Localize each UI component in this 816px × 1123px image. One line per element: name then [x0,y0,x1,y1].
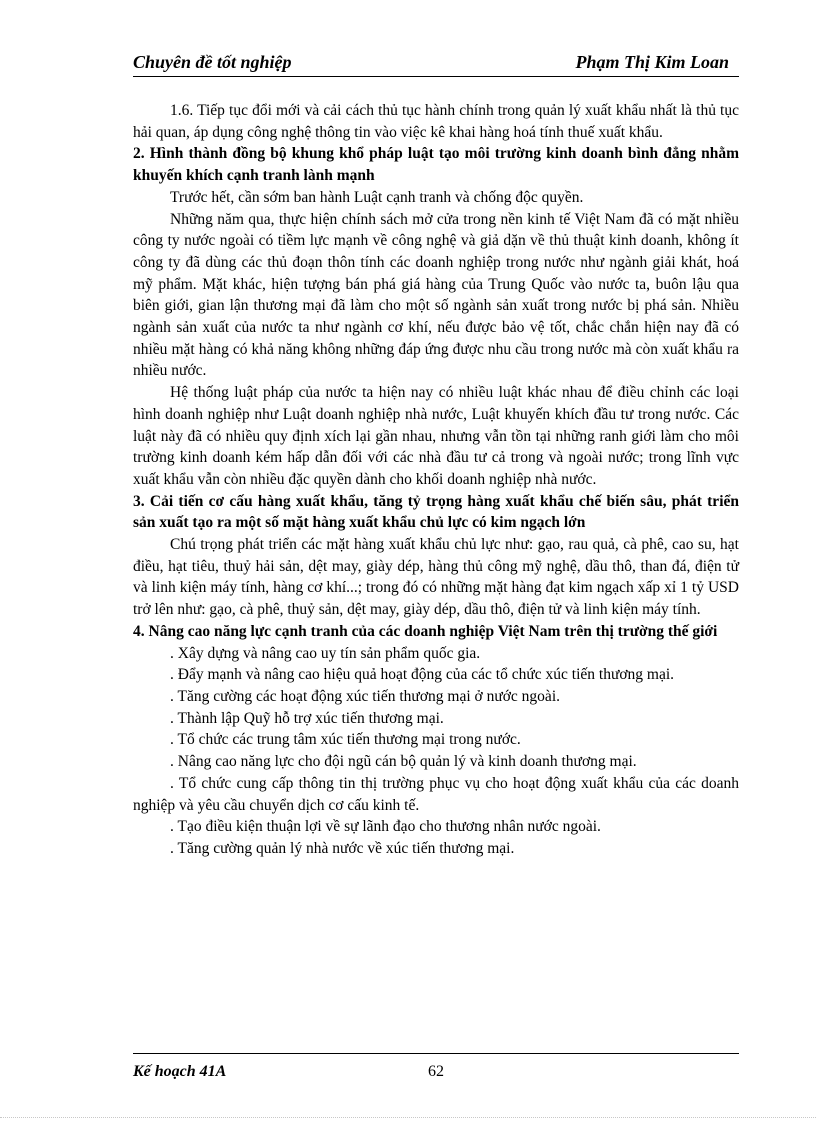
footer-label: Kế hoạch 41A [133,1063,227,1080]
header-author: Phạm Thị Kim Loan [575,52,729,72]
heading-section-4: 4. Nâng cao năng lực cạnh tranh của các doanh nghiệp Việt Nam trên thị trường thế giới [133,622,718,640]
paragraph: Chú trọng phát triển các mặt hàng xuất khẩu chủ lực như: gạo, rau quả, cà phê, cao su, hạt điều, hạt tiêu, thuỷ hải sản, dệt may, giày dép, hàng thủ công mỹ nghệ, dầu thô, than đá, điện tử và linh kiện máy tính, hàng cơ khí...; trong đó có những mặt hàng đạt kim ngạch xấp xỉ 1 tỷ USD trở lên như: gạo, cà phê, thuỷ sản, dệt may, giày dép, dầu thô, điện tử và linh kiện máy tính. [133,536,739,619]
bullet-item: . Tăng cường quản lý nhà nước về xúc tiến thương mại. [170,839,515,857]
paragraph: Trước hết, cần sớm ban hành Luật cạnh tranh và chống độc quyền. [170,188,584,206]
paragraph: Những năm qua, thực hiện chính sách mở cửa trong nền kinh tế Việt Nam đã có mặt nhiều công ty nước ngoài có tiềm lực mạnh về công nghệ và giả dặn về thủ thuật kinh doanh, không ít công ty đã dùng các thủ đoạn thôn tính các doanh nghiệp trong nước như ngành giải khát, hoá mỹ phẩm. Mặt khác, hiện tượng bán phá giá hàng của Trung Quốc vào nước ta, buôn lậu qua biên giới, gian lận thương mại đã làm cho một số ngành sản xuất trong nước bị phá sản. Nhiều ngành sản xuất của nước ta như ngành cơ khí, nếu được bảo vệ tốt, chắc chắn hiện nay đã có nhiều mặt hàng có khả năng không những đáp ứng được nhu cầu trong nước mà còn xuất khẩu ra nhiều nước. [133,210,739,380]
page-bottom-divider [0,1117,816,1118]
heading-section-2: 2. Hình thành đồng bộ khung khổ pháp luật tạo môi trường kinh doanh bình đẳng nhằm khuyến khích cạnh tranh lành mạnh [133,145,739,185]
bullet-item: . Tổ chức các trung tâm xúc tiến thương mại trong nước. [170,731,521,749]
heading-section-3: 3. Cải tiến cơ cấu hàng xuất khẩu, tăng tỷ trọng hàng xuất khẩu chế biến sâu, phát triển sản xuất tạo ra một số mặt hàng xuất khẩu chủ lực có kim ngạch lớn [133,492,739,532]
paragraph-item-1-6: 1.6. Tiếp tục đổi mới và cải cách thủ tục hành chính trong quản lý xuất khẩu nhất là thủ tục hải quan, áp dụng công nghệ thông tin vào việc kê khai hàng hoá tính thuế xuất khẩu. [133,102,739,141]
page-number: 62 [428,1063,444,1080]
header-title: Chuyên đề tốt nghiệp [133,52,292,72]
bullet-item: . Tăng cường các hoạt động xúc tiến thương mại ở nước ngoài. [170,687,560,705]
bullet-item: . Thành lập Quỹ hỗ trợ xúc tiến thương mại. [170,709,444,727]
bullet-item: . Tạo điều kiện thuận lợi về sự lãnh đạo cho thương nhân nước ngoài. [170,818,601,836]
bullet-item: . Tổ chức cung cấp thông tin thị trường phục vụ cho hoạt động xuất khẩu của các doanh nghiệp và yêu cầu chuyển dịch cơ cấu kinh tế. [133,774,739,814]
document-body [133,100,739,860]
paragraph: Hệ thống luật pháp của nước ta hiện nay có nhiều luật khác nhau để điều chỉnh các loại hình doanh nghiệp như Luật doanh nghiệp nhà nước, Luật khuyến khích đầu tư trong nước. Các luật này đã có nhiều quy định xích lại gần nhau, nhưng vẫn tồn tại những ranh giới làm cho môi trường kinh doanh kém hấp dẫn đối với các nhà đầu tư cả trong và ngoài nước; trong lĩnh vực xuất khẩu vẫn còn nhiều đặc quyền dành cho khối doanh nghiệp nhà nước. [133,384,739,488]
page-header [133,50,739,77]
bullet-item: . Xây dựng và nâng cao uy tín sản phẩm quốc gia. [170,644,481,662]
bullet-item: . Đẩy mạnh và nâng cao hiệu quả hoạt động của các tổ chức xúc tiến thương mại. [170,666,675,684]
page-footer [133,1053,739,1080]
bullet-item: . Nâng cao năng lực cho đội ngũ cán bộ quản lý và kinh doanh thương mại. [170,753,637,771]
